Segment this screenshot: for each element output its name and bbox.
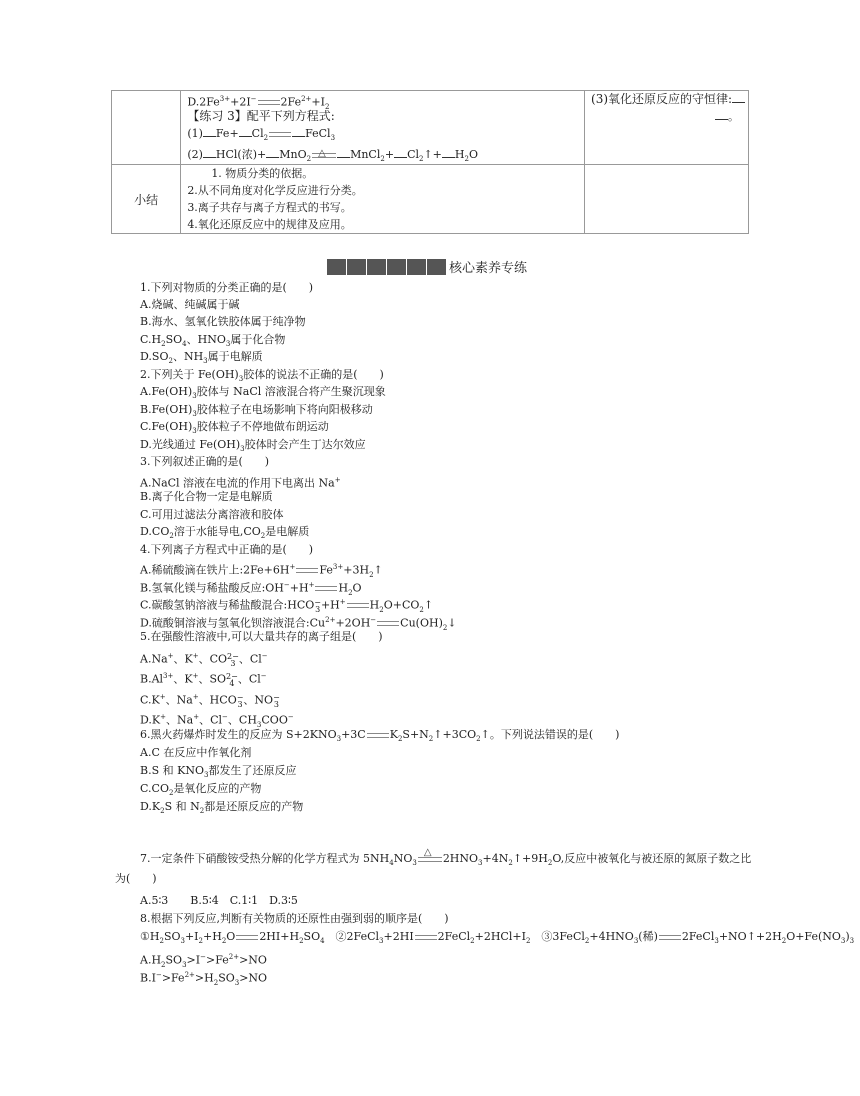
question-4-option-c: C.碳酸氢钠溶液与稀盐酸混合:HCO− 3+H+ $H_2O+CO_2↑$	[140, 597, 434, 614]
question-6-option-d: $D.K_2S$ 和 $N_2$都是还原反应的产物	[140, 800, 304, 816]
summary-label: 小结	[112, 165, 181, 234]
question-5-option-d: D.K+、Na+、Cl−、$CH_3COO^-$	[140, 713, 294, 729]
question-3-option-b: B.离子化合物一定是电解质	[140, 490, 273, 503]
question-5-option-a: A.Na+、K+、CO2− 3 、Cl−	[140, 651, 268, 668]
question-2-stem: 2.下列关于 $Fe(OH)_3$胶体的说法不正确的是( )	[140, 368, 384, 384]
question-4-option-d: D.硫酸铜溶液与氢氧化钡溶液混合$:Cu^{2+}+2OH^-$ $Cu(OH)_2↓$	[140, 616, 457, 632]
table-cell-law	[585, 91, 749, 165]
heat-triangle-icon: △	[318, 147, 326, 159]
exercise-3-title: 【练习 3】配平下列方程式:	[187, 109, 335, 123]
question-2-option-d: D.光线通过 $Fe(OH)_3$胶体时会产生丁达尔效应	[140, 438, 366, 454]
question-5-option-b: $B.Al^{3+}$、K+、SO2− 4 、Cl−	[140, 671, 267, 688]
question-8-option-b: $B.I^->Fe^{2+}>H_2SO_3>NO$	[140, 971, 268, 987]
question-6-stem: 6.黑火药爆炸时发生的反应为 $S+2KNO_3+3C$ $K_2S+N_2↑+3CO_2↑$。下列说法错误的是( )	[140, 728, 620, 744]
question-4-stem: 4.下列离子方程式中正确的是( )	[140, 543, 314, 556]
question-7-stem-cont: 为( )	[115, 872, 157, 885]
title-bar-decoration	[407, 259, 426, 275]
title-bar-decoration	[387, 259, 406, 275]
question-5-option-c: C.K+、Na+、HCO− 3、NO− 3	[140, 692, 280, 709]
question-2-option-b: $B.Fe(OH)_3$胶体粒子在电场影响下将向阳极移动	[140, 403, 373, 419]
question-3-option-a: A.NaCl 溶液在电流的作用下电离出 Na+	[140, 476, 341, 490]
conservation-law-line1: (3)氧化还原反应的守恒律:	[585, 91, 748, 108]
exercise-3-item-1: (1) $Fe+ Cl_2$ FeCl$_3$	[187, 127, 336, 143]
summary-item: 1. 物质分类的依据。	[211, 167, 314, 180]
question-6-option-b: B.S 和 $KNO_3$都发生了还原反应	[140, 764, 297, 780]
summary-item: 2.从不同角度对化学反应进行分类。	[187, 184, 363, 197]
section-title-text: 核心素养专练	[449, 261, 528, 276]
question-8-stem: 8.根据下列反应,判断有关物质的还原性由强到弱的顺序是( )	[140, 912, 449, 925]
question-3-option-d: $D.CO_2$溶于水能导电$,CO_2$是电解质	[140, 525, 310, 541]
conservation-law-line2: 。	[585, 108, 748, 125]
exercise-3-item-2: (2) HCl(浓)+ MnO$_2$ △ MnCl$_2$+ $Cl_2↑+ H_2O$	[181, 142, 584, 164]
question-8-option-a: $A.H_2SO_3>I^->Fe^{2+}>NO$	[140, 953, 267, 969]
question-1-option-c: $C.H_2SO_4$、$HNO_3$属于化合物	[140, 333, 286, 349]
question-4-option-a: A.稀硫酸滴在铁片上:2Fe+6H+ $Fe^{3+}+3H_2↑$	[140, 563, 383, 579]
table-cell-empty	[112, 91, 181, 165]
title-bar-decoration	[327, 259, 346, 275]
question-1-option-d: $D.SO_2$、$NH_3$属于电解质	[140, 350, 263, 366]
section-title	[327, 258, 527, 275]
question-3-option-c: C.可用过滤法分离溶液和胶体	[140, 508, 284, 521]
title-bar-decoration	[427, 259, 446, 275]
table-row	[112, 165, 749, 234]
question-8-reactions: $①H_2SO_3+I_2+H_2O$ $2HI+H_2SO_4$ ②2FeCl$_3$+2HI $2FeCl_2+2HCl+I_2$ $③3FeCl_2+4HNO_3$(稀) $2FeCl_3+NO↑+2H_2O+Fe(NO_3)_3$	[140, 930, 855, 946]
question-4-option-b: B.氢氧化镁与稀盐酸反应:OH−+H+ $H_2O$	[140, 581, 362, 597]
option-d-line: $D.2Fe^{3+}+2I^-$ $2Fe^{2+}+I_2$	[187, 95, 330, 111]
question-6-option-c: $C.CO_2$是氧化反应的产物	[140, 782, 262, 798]
question-5-stem: 5.在强酸性溶液中,可以大量共存的离子组是( )	[140, 630, 383, 643]
summary-items	[181, 165, 585, 234]
question-7-stem: 7.一定条件下硝酸铵受热分解的化学方程式为 $5NH_4NO_3$ △ $2HNO_3+4N_2↑+9H_2O$,反应中被氧化与被还原的氮原子数之比	[140, 846, 752, 868]
heat-triangle-icon: △	[423, 846, 432, 858]
table-row	[112, 91, 749, 165]
question-7-options: A.5∶3 B.5∶4 C.1∶1 D.3∶5	[140, 894, 298, 907]
title-bar-decoration	[347, 259, 366, 275]
question-2-option-c: $C.Fe(OH)_3$胶体粒子不停地做布朗运动	[140, 420, 329, 436]
table-cell-empty	[585, 165, 749, 234]
question-6-option-a: A.C 在反应中作氧化剂	[140, 746, 252, 759]
title-bar-decoration	[367, 259, 386, 275]
summary-item: 3.离子共存与离子方程式的书写。	[187, 201, 352, 214]
summary-item: 4.氧化还原反应中的规律及应用。	[187, 218, 352, 231]
question-3-stem: 3.下列叙述正确的是( )	[140, 455, 270, 468]
question-1-stem: 1.下列对物质的分类正确的是( )	[140, 281, 314, 294]
table-cell-exercise	[181, 91, 585, 165]
question-2-option-a: $A.Fe(OH)_3$胶体与 NaCl 溶液混合将产生聚沉现象	[140, 385, 386, 401]
question-1-option-a: A.烧碱、纯碱属于碱	[140, 298, 240, 311]
question-1-option-b: B.海水、氢氧化铁胶体属于纯净物	[140, 315, 306, 328]
summary-table	[111, 90, 749, 234]
